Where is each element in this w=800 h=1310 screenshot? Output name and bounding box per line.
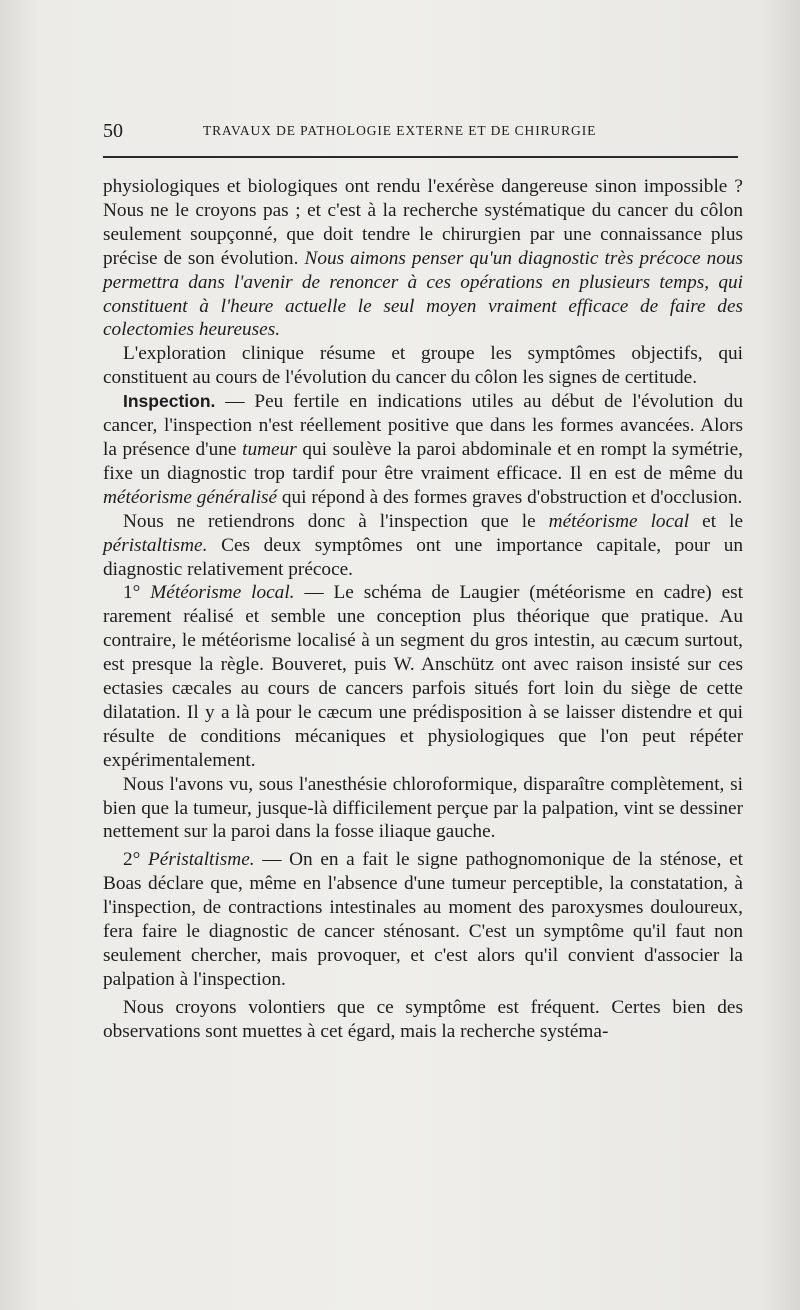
paragraph-5-text: — Le schéma de Laugier (météorisme en cadre) est rarement réalisé et semble une conception plus théorique que pratique. Au contraire, le météorisme localisé à un segment du gros intestin, au cæcum surtout, est presque la règle. Bouveret, puis W. Anschütz ont avec raison insisté sur ces ectasies cæcales au cours de cancers parfois situés fort loin du siège de cette dilatation. Il y a là pour le cæcum une prédisposition à se laisser distendre et qui résulte de conditions mécaniques et physiologiques que l'on peut répéter expérimentalement.	[103, 582, 744, 771]
paragraph-4-text-b: et le	[702, 510, 744, 532]
paragraph-3-italic-a: tumeur	[242, 438, 297, 460]
paragraph-4-italic-a: météorisme local	[548, 510, 690, 532]
paragraph-8: Nous croyons volontiers que ce symptôme est fréquent. Certes bien des observations sont muettes à cet égard, mais la recherche systéma-	[103, 996, 743, 1042]
paragraph-5-number: 1°	[123, 582, 141, 604]
paragraph-1-text: physiologiques et biologiques ont rendu l'exérèse dangereuse sinon impossible ? Nous ne le croyons pas ; et c'est à la recherche systématique du cancer du côlon seulement soupçonné, que doit tendre le chirurgien par une connaissance plus précise de son évolution.	[103, 176, 743, 269]
body-text	[103, 175, 743, 1044]
paragraph-4-italic-b: péristaltisme.	[103, 534, 208, 556]
paragraph-3	[103, 390, 743, 510]
page-number: 50	[103, 120, 123, 142]
paragraph-3-text-b: qui soulève la paroi abdominale et en rompt la symétrie, fixe un diagnostic trop tardif pour être vraiment efficace. Il en est de même du	[103, 438, 744, 484]
paragraph-1	[103, 175, 743, 342]
subsection-heading-meteorisme: Météorisme local.	[150, 582, 295, 604]
running-title: TRAVAUX DE PATHOLOGIE EXTERNE ET DE CHIRURGIE	[203, 123, 597, 138]
paragraph-4	[103, 510, 743, 582]
subsection-heading-peristaltisme: Péristaltisme.	[148, 849, 255, 871]
paragraph-4-text-a: Nous ne retiendrons donc à l'inspection que le	[123, 510, 536, 532]
running-header	[103, 120, 733, 144]
paragraph-3-text-c: qui répond à des formes graves d'obstruction et d'occlusion.	[281, 486, 743, 508]
paragraph-4-text-c: Ces deux symptômes ont une importance capitale, pour un diagnostic relativement précoce.	[103, 534, 743, 580]
paragraph-5	[103, 581, 743, 772]
paragraph-2: L'exploration clinique résume et groupe les symptômes objectifs, qui constituent au cours de l'évolution du cancer du côlon les signes de certitude.	[103, 343, 743, 389]
header-rule	[103, 156, 738, 158]
paragraph-1-italic: Nous aimons penser qu'un diagnostic très précoce nous permettra dans l'avenir de renoncer à ces opérations en plusieurs temps, qui constituent à l'heure actuelle le seul moyen vraiment efficace de faire des colectomies heureuses.	[103, 247, 743, 341]
section-heading-inspection: Inspection.	[123, 391, 216, 412]
paragraph-3-text-a: — Peu fertile en indications utiles au début de l'évolution du cancer, l'inspection n'est réellement positive que dans les formes avancées. Alors la présence d'une	[103, 391, 743, 460]
paragraph-3-italic-b: météorisme généralisé	[103, 486, 278, 508]
paragraph-7-text: — On en a fait le signe pathognomonique de la sténose, et Boas déclare que, même en l'absence d'une tumeur perceptible, la constatation, à l'inspection, de contractions intestinales au moment des paroxysmes douloureux, fera faire le diagnostic de cancer sténosant. C'est un symptôme qu'il faut non seulement chercher, mais provoquer, et c'est alors qu'il convient d'associer la palpation à l'inspection.	[103, 849, 743, 990]
paragraph-6: Nous l'avons vu, sous l'anesthésie chloroformique, disparaître complètement, si bien que la tumeur, jusque-là difficilement perçue par la palpation, vint se dessiner nettement sur la paroi dans la fosse iliaque gauche.	[103, 773, 743, 843]
paragraph-7	[103, 848, 743, 991]
paragraph-7-number: 2°	[123, 849, 141, 871]
